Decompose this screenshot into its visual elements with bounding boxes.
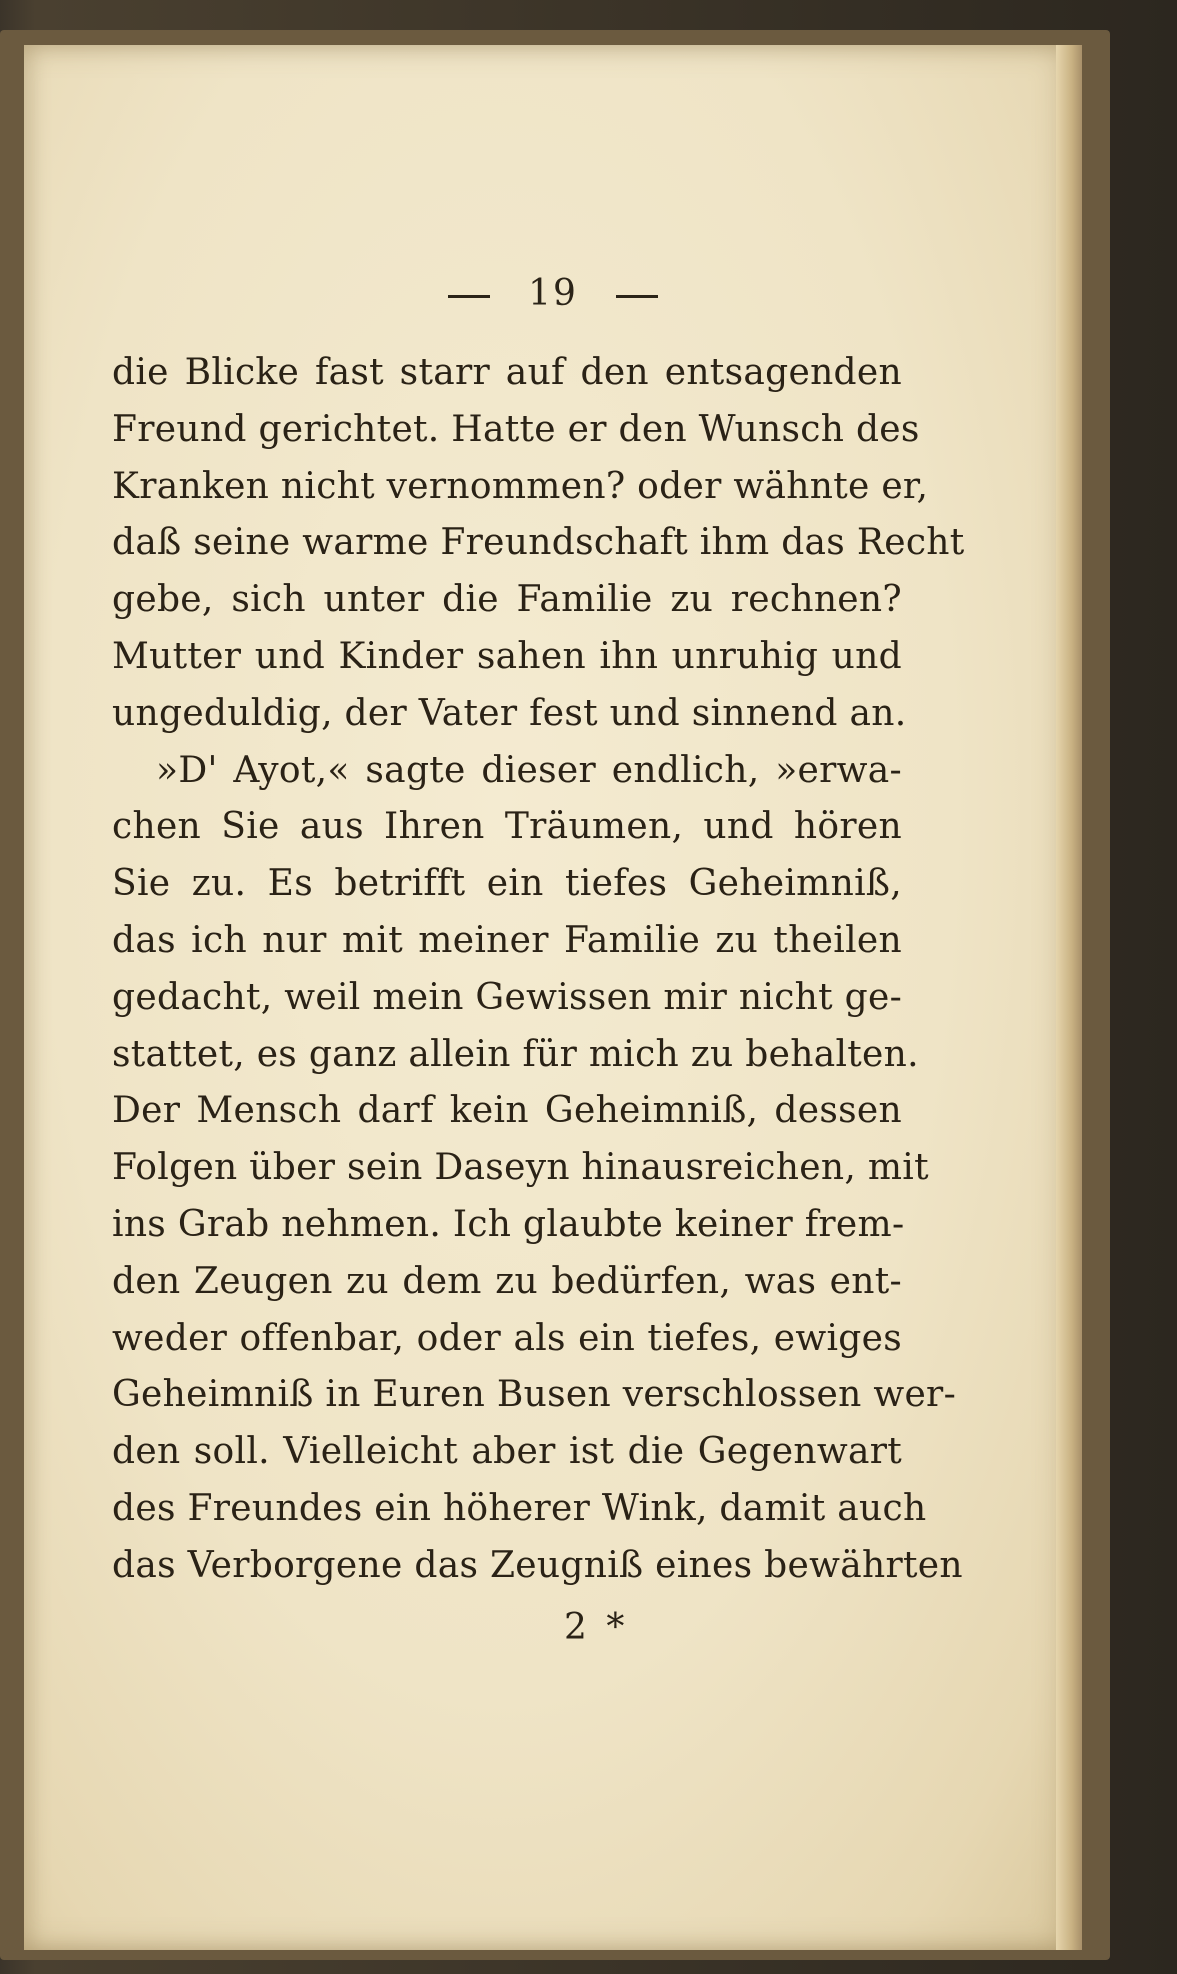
- text-line: den Zeugen zu dem zu bedürfen, was ent-: [112, 1260, 902, 1302]
- text-line: das Verborgene das Zeugniß eines bewährten: [112, 1544, 963, 1586]
- text-line: chen Sie aus Ihren Träumen, und hören: [112, 806, 902, 848]
- book-page: [24, 45, 1082, 1950]
- page-header: [24, 273, 1082, 314]
- printer-signature-mark: 2 *: [564, 1607, 629, 1648]
- text-line: Folgen über sein Daseyn hinausreichen, mit: [112, 1147, 929, 1189]
- text-line: gebe, sich unter die Familie zu rechnen?: [112, 579, 902, 621]
- text-line: Sie zu. Es betrifft ein tiefes Geheimniß,: [112, 863, 902, 905]
- text-line: Der Mensch darf kein Geheimniß, dessen: [112, 1090, 902, 1132]
- text-line: gedacht, weil mein Gewissen mir nicht ge-: [112, 976, 903, 1018]
- header-dash-left: [448, 295, 490, 298]
- text-line: den soll. Vielleicht aber ist die Gegenwart: [112, 1431, 902, 1473]
- text-line: Freund gerichtet. Hatte er den Wunsch des: [112, 408, 920, 450]
- page-number: 19: [528, 273, 578, 314]
- page-edge: [1056, 45, 1082, 1950]
- text-line: Kranken nicht vernommen? oder wähnte er,: [112, 465, 929, 507]
- body-text: [112, 345, 965, 1595]
- text-line: daß seine warme Freundschaft ihm das Recht: [112, 522, 965, 564]
- header-dash-right: [616, 295, 658, 298]
- text-line: des Freundes ein höherer Wink, damit auch: [112, 1487, 927, 1529]
- text-line: weder offenbar, oder als ein tiefes, ewiges: [112, 1317, 902, 1359]
- text-line: Geheimniß in Euren Busen verschlossen wer-: [112, 1374, 957, 1416]
- text-line: »D' Ayot,« sagte dieser endlich, »erwa-: [156, 749, 902, 791]
- text-line: Mutter und Kinder sahen ihn unruhig und: [112, 635, 902, 677]
- text-line: ins Grab nehmen. Ich glaubte keiner frem-: [112, 1203, 905, 1245]
- text-line: stattet, es ganz allein für mich zu behalten.: [112, 1033, 919, 1075]
- text-line: das ich nur mit meiner Familie zu theilen: [112, 919, 902, 961]
- text-line: die Blicke fast starr auf den entsagenden: [112, 352, 902, 393]
- text-line: ungeduldig, der Vater fest und sinnend an.: [112, 692, 907, 734]
